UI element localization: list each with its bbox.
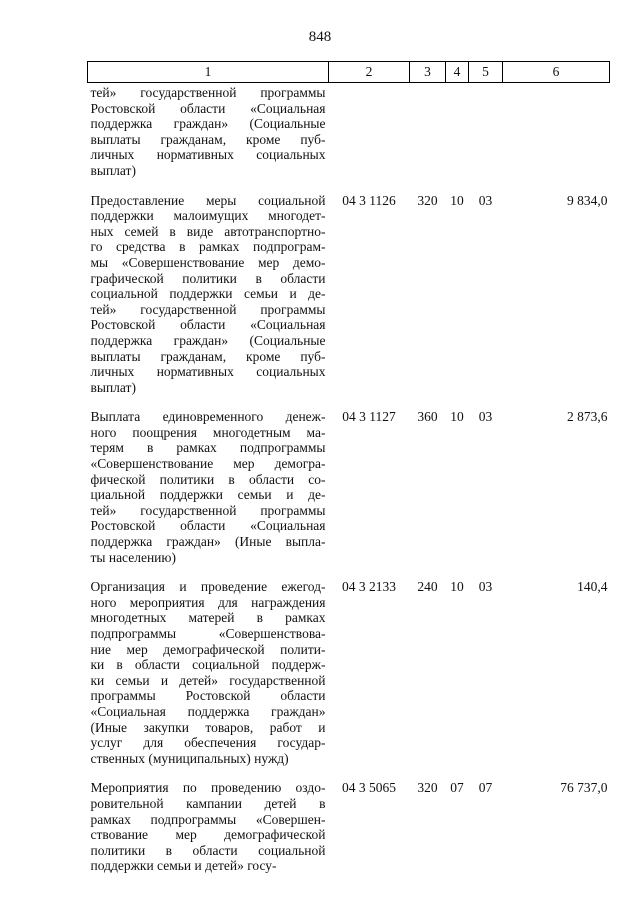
expense-type-code: 320 [417,780,438,796]
amount-value [503,83,610,193]
description-line: личных нормативных социальных [90,364,326,380]
description-line: ты населению) [90,549,176,565]
description-line: ки семьи и детей» государственной [90,672,326,688]
item-description [88,83,329,193]
section-code [446,83,469,193]
table-row [88,193,610,410]
description-line: услуг для обеспечения государ- [90,735,326,751]
column-header: 2 [329,62,410,83]
description-line: циальной поддержки семьи и де- [90,487,326,503]
section-code: 10 [450,192,464,208]
section-code: 07 [450,780,464,796]
description-line: ки в области социальной поддерж- [90,657,326,673]
description-line: ного поощрения многодетным ма- [90,424,326,440]
description-line: выплат) [90,162,136,178]
table-row [88,780,610,888]
subsection-code: 07 [478,780,493,796]
table-row [88,83,610,193]
description-line: выплаты гражданам, кроме пуб- [90,131,326,147]
description-line: ние мер демографической полити- [90,641,326,657]
amount-value: 140,4 [577,579,608,595]
table-header-row [88,62,610,83]
description-line: Мероприятия по проведению оздо- [90,780,326,796]
column-header: 4 [446,62,469,83]
description-line: ствование мер демографической [90,827,326,843]
description-line: подпрограммы «Совершенствова- [90,626,326,641]
column-header: 3 [410,62,446,83]
description-line: терям в рамках подпрограммы [90,440,326,456]
description-line: графической политики в области [90,270,326,286]
description-line: ственных (муниципальных) нужд) [90,750,289,766]
description-line: Ростовской области «Социальная [90,518,326,534]
description-line: поддержка граждан» (Социальные [90,116,326,132]
description-line: поддержки семьи и детей» госу- [90,858,277,874]
expense-type-code: 240 [417,579,438,595]
subsection-code: 03 [478,579,493,595]
table-row [88,409,610,579]
description-line: «Социальная поддержка граждан» [90,703,326,719]
description-line: программы Ростовской области [90,688,326,704]
section-code: 10 [450,579,464,595]
description-line: тей» государственной программы [90,502,326,518]
description-line: ровительной кампании детей в [90,795,326,811]
amount-value: 76 737,0 [560,780,608,796]
description-line: поддержка граждан» (Иные выпла- [90,534,326,550]
description-line: поддержка граждан» (Социальные [90,332,326,348]
description-line: многодетных матерей в рамках [90,610,326,626]
item-description [88,780,329,888]
description-line: социальной поддержки семьи и де- [90,286,326,302]
table-body [88,83,610,888]
description-line: (Иные закупки товаров, работ и [90,719,326,735]
amount-value: 2 873,6 [567,409,608,425]
budget-table [87,61,610,888]
column-header: 1 [88,62,329,83]
description-line: политики в области социальной [90,842,326,858]
description-line: поддержки малоимущих многодет- [90,208,326,224]
target-article-code [329,83,410,193]
item-description [88,193,329,410]
target-article-code: 04 3 5065 [342,780,396,796]
page-number: 848 [308,29,332,45]
column-header: 6 [503,62,610,83]
description-line: личных нормативных социальных [90,147,326,163]
description-line: ных семей в виде автотранспортно- [90,223,326,239]
description-line: тей» государственной программы [90,301,326,317]
section-code: 10 [450,409,464,425]
item-description [88,579,329,780]
target-article-code: 04 3 1127 [342,409,396,425]
description-line: Организация и проведение ежегод- [90,579,326,595]
expense-type-code: 320 [417,192,438,208]
description-line: мы «Совершенствование мер демо- [90,254,326,270]
subsection-code: 03 [478,409,493,425]
amount-value: 9 834,0 [567,192,608,208]
table-row [88,579,610,780]
subsection-code [469,83,503,193]
item-description [88,409,329,579]
description-line: тей» государственной программы [90,85,326,100]
description-line: Предоставление меры социальной [90,192,326,208]
description-line: рамках подпрограммы «Совершен- [90,811,326,827]
description-line: го средства в рамках подпрограм- [90,239,326,255]
description-line: Выплата единовременного денеж- [90,409,326,425]
description-line: «Совершенствование мер демогра- [90,456,326,472]
expense-type-code: 360 [417,409,438,425]
description-line: Ростовской области «Социальная [90,100,326,116]
target-article-code: 04 3 1126 [342,192,396,208]
subsection-code: 03 [478,192,493,208]
description-line: Ростовской области «Социальная [90,317,326,333]
description-line: фической политики в области со- [90,471,326,487]
column-header: 5 [469,62,503,83]
target-article-code: 04 3 2133 [342,579,396,595]
description-line: выплаты гражданам, кроме пуб- [90,348,326,364]
description-line: выплат) [90,379,136,395]
description-line: ного мероприятия для награждения [90,594,326,610]
expense-type-code [410,83,446,193]
